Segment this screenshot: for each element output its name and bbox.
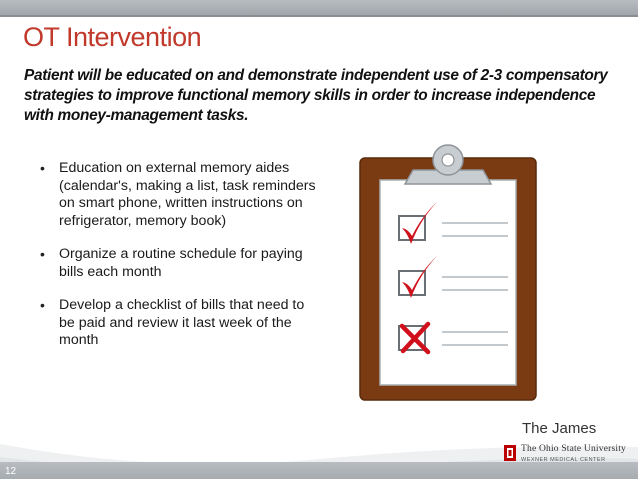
bullet-item: • Education on external memory aides (calendar's, making a list, task reminders on smart phone, written instructions on refrigerator, memory book): [40, 160, 320, 230]
bullet-list: [40, 160, 320, 366]
brand-logo: [504, 420, 634, 468]
bullet-item: • Develop a checklist of bills that need to be paid and review it last week of the month: [40, 297, 320, 350]
brand-university: The Ohio State University: [521, 444, 626, 454]
bullet-item: • Organize a routine schedule for paying bills each month: [40, 246, 320, 281]
page-number: 12: [5, 466, 17, 477]
clipboard-checklist-icon: [358, 140, 538, 402]
brand-center: WEXNER MEDICAL CENTER: [521, 457, 606, 463]
ohio-state-logo-icon: [504, 445, 516, 461]
goal-statement: Patient will be educated on and demonstrate independent use of 2-3 compensatory strategies to improve functional memory skills in order to increase independence with money-management tasks.: [24, 67, 608, 124]
top-bar: [0, 0, 638, 17]
slide-title: OT Intervention: [23, 22, 202, 52]
brand-name: The James: [522, 420, 597, 437]
